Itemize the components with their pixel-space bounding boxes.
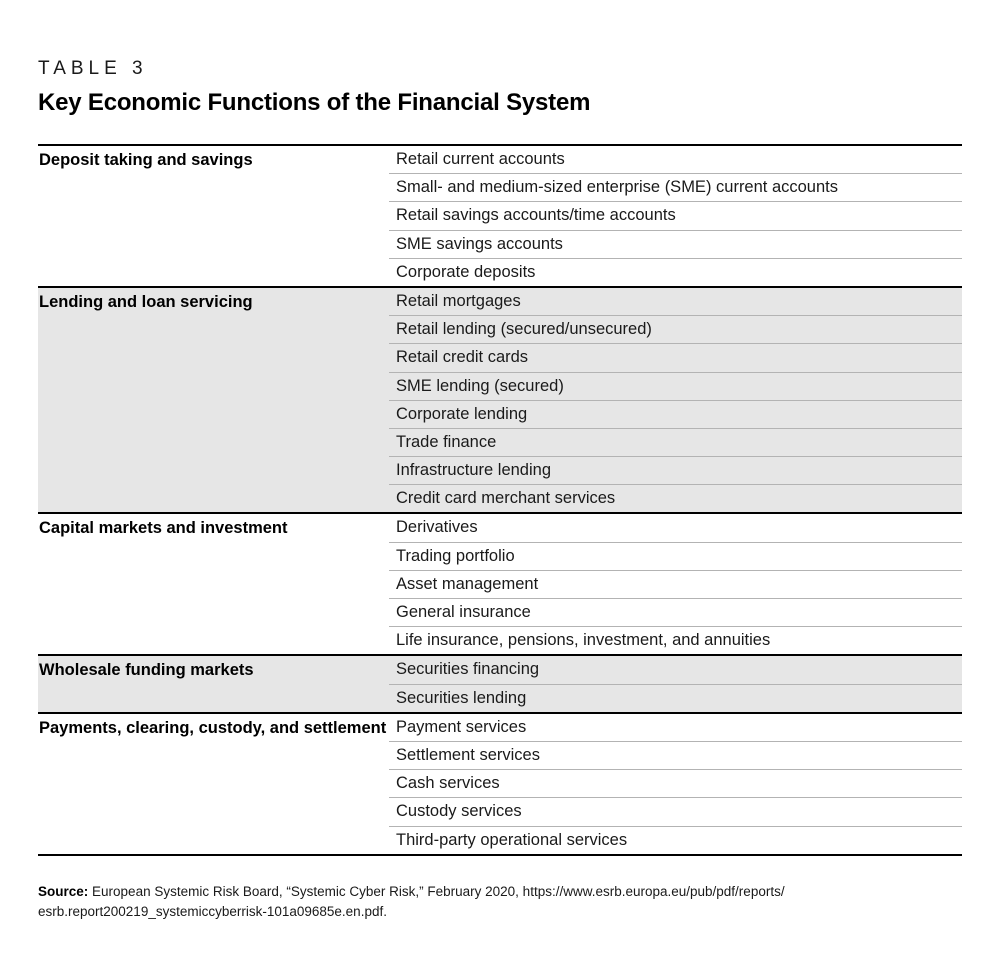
table-kicker: TABLE 3 (38, 58, 148, 79)
items-cell (389, 146, 962, 286)
table-row: Settlement services (389, 742, 962, 770)
table-row: Securities financing (389, 656, 962, 684)
category-cell: Deposit taking and savings (39, 151, 253, 169)
table-row: Third-party operational services (396, 830, 628, 849)
category-cell: Capital markets and investment (39, 519, 288, 538)
source-text-line2: esrb.report200219_systemiccyberrisk-101a09685e.en.pdf. (38, 903, 387, 919)
table-row: Credit card merchant services (396, 489, 616, 508)
source-note (38, 882, 838, 922)
source-label: Source: (38, 883, 89, 899)
table-row: General insurance (389, 599, 962, 627)
category-cell: Wholesale funding markets (39, 661, 254, 680)
items-cell (389, 714, 962, 854)
table-row: Asset management (389, 571, 962, 599)
table-row: Cash services (389, 770, 962, 798)
table-row: Retail credit cards (389, 344, 962, 372)
items-cell (389, 656, 962, 711)
source-text-line1: European Systemic Risk Board, “Systemic Cyber Risk,” February 2020, https://www.esrb.europa.eu/pub/pdf/reports/ (92, 883, 785, 899)
table-row: Small- and medium-sized enterprise (SME) current accounts (389, 174, 962, 202)
table-row: Custody services (389, 798, 962, 826)
table-row: Securities lending (396, 688, 527, 707)
table-group (38, 146, 962, 288)
items-cell (389, 514, 962, 654)
table-row: Retail current accounts (389, 146, 962, 174)
table-row: Payment services (389, 714, 962, 742)
table-group (38, 288, 962, 515)
table-row: Retail mortgages (389, 288, 962, 316)
table-group (38, 656, 962, 713)
table-group (38, 714, 962, 856)
table-row: SME savings accounts (389, 231, 962, 259)
table-row: Trading portfolio (389, 543, 962, 571)
table-row: Retail lending (secured/unsecured) (389, 316, 962, 344)
page-title: Key Economic Functions of the Financial System (38, 89, 591, 116)
key-functions-table (38, 144, 962, 856)
table-row: Derivatives (389, 514, 962, 542)
table-row: SME lending (secured) (389, 373, 962, 401)
table-row: Corporate lending (389, 401, 962, 429)
table-row: Retail savings accounts/time accounts (389, 202, 962, 230)
table-row: Corporate deposits (396, 262, 536, 281)
category-cell: Lending and loan servicing (39, 292, 253, 311)
table-row: Infrastructure lending (389, 457, 962, 485)
table-row: Trade finance (389, 429, 962, 457)
items-cell (389, 288, 962, 513)
table-group (38, 514, 962, 656)
category-cell: Payments, clearing, custody, and settlement (39, 718, 387, 737)
table-row: Life insurance, pensions, investment, and annuities (396, 631, 771, 650)
table-body (38, 146, 962, 856)
